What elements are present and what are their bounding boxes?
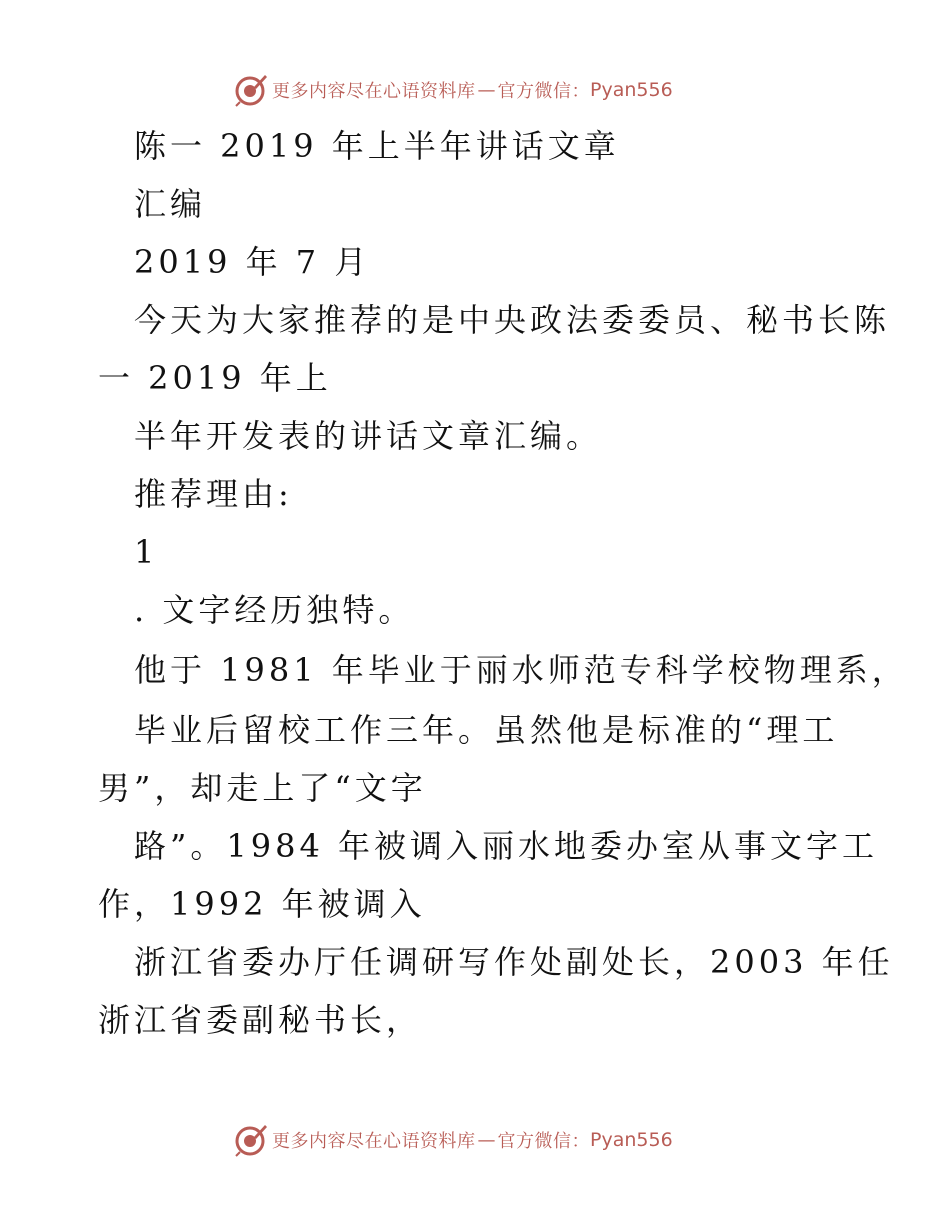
paragraph-line: 一 2019 年上 xyxy=(98,359,332,397)
document-date: 2019 年 7 月 xyxy=(134,243,371,281)
document-title-line-2: 汇编 xyxy=(134,185,207,223)
watermark-separator: — xyxy=(477,79,496,101)
paragraph-line: 浙江省委副秘书长， xyxy=(98,1001,423,1039)
paragraph-line: 男”，却走上了“文字 xyxy=(98,769,427,807)
watermark-wechat-id: Pyan556 xyxy=(590,79,673,101)
footer-watermark xyxy=(232,1122,673,1158)
document-title-line-1: 陈一 2019 年上半年讲话文章 xyxy=(134,127,620,165)
paragraph-line: 他于 1981 年毕业于丽水师范专科学校物理系， xyxy=(134,651,908,689)
quill-pen-seal-icon xyxy=(232,72,268,108)
section-heading: 推荐理由: xyxy=(134,475,293,513)
watermark-separator: — xyxy=(477,1129,496,1151)
paragraph-line: 今天为大家推荐的是中央政法委委员、秘书长陈 xyxy=(134,301,891,339)
paragraph-line: 作，1992 年被调入 xyxy=(98,885,426,923)
watermark-wechat-id: Pyan556 xyxy=(590,1129,673,1151)
watermark-wechat-label: 官方微信： xyxy=(497,81,590,102)
paragraph-line: 路”。1984 年被调入丽水地委办室从事文字工 xyxy=(134,827,878,865)
watermark-site-text: 更多内容尽在心语资料库 xyxy=(272,1131,476,1152)
list-number: 1 xyxy=(134,533,159,571)
quill-pen-seal-icon xyxy=(232,1122,268,1158)
paragraph-line: 半年开发表的讲话文章汇编。 xyxy=(134,417,603,455)
watermark-wechat-label: 官方微信： xyxy=(497,1131,590,1152)
list-item-text: . 文字经历独特。 xyxy=(134,591,415,629)
watermark-site-text: 更多内容尽在心语资料库 xyxy=(272,81,476,102)
header-watermark xyxy=(232,72,673,108)
paragraph-line: 毕业后留校工作三年。虽然他是标准的“理工 xyxy=(134,711,839,749)
paragraph-line: 浙江省委办厅任调研写作处副处长，2003 年任 xyxy=(134,943,894,981)
